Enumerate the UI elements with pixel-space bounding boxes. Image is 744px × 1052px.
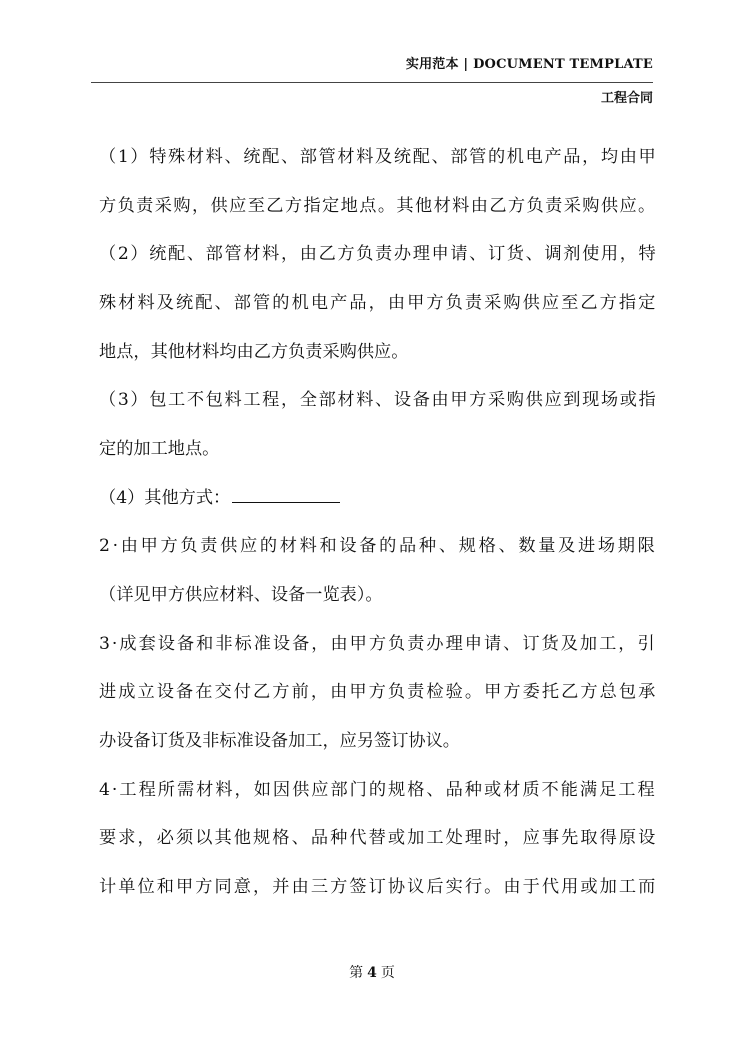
- body-line: （1）特殊材料、统配、部管材料及统配、部管的机电产品，均由甲: [99, 147, 658, 167]
- body-line: （2）统配、部管材料，由乙方负责办理申请、订货、调剂使用，特: [99, 244, 658, 264]
- page-suffix: 页: [380, 965, 395, 981]
- body-line: 要求，必须以其他规格、品种代替或加工处理时，应事先取得原设: [99, 828, 658, 848]
- body-line: 3·成套设备和非标准设备，由甲方负责办理申请、订货及加工，引: [99, 634, 657, 654]
- body-line: 方负责采购，供应至乙方指定地点。其他材料由乙方负责采购供应。: [99, 196, 657, 216]
- page-number: [0, 962, 744, 982]
- body-line: 定的加工地点。: [99, 439, 220, 459]
- body-line: 计单位和甲方同意，并由三方签订协议后实行。由于代用或加工而: [99, 877, 658, 897]
- header-divider: [91, 82, 653, 83]
- body-line: 办设备订货及非标准设备加工，应另签订协议。: [99, 731, 460, 751]
- body-line: 4·工程所需材料，如因供应部门的规格、品种或材质不能满足工程: [99, 780, 657, 800]
- header-title: 实用范本 | DOCUMENT TEMPLATE: [405, 57, 653, 72]
- body-line: 殊材料及统配、部管的机电产品，由甲方负责采购供应至乙方指定: [99, 293, 658, 313]
- body-line: （详见甲方供应材料、设备一览表）。: [99, 585, 383, 605]
- fill-in-blank[interactable]: [232, 488, 340, 503]
- page-number-value: 4: [367, 965, 377, 981]
- body-line: 进成立设备在交付乙方前，由甲方负责检验。甲方委托乙方总包承: [99, 682, 658, 702]
- page-prefix: 第: [349, 965, 364, 981]
- body-line: （3）包工不包料工程，全部材料、设备由甲方采购供应到现场或指: [99, 390, 658, 410]
- body-line: 地点，其他材料均由乙方负责采购供应。: [99, 342, 409, 362]
- header-subtitle: 工程合同: [600, 91, 653, 106]
- other-methods-label: （4）其他方式：: [99, 488, 231, 508]
- body-line: 2·由甲方负责供应的材料和设备的品种、规格、数量及进场期限: [99, 536, 658, 556]
- body-line-other-methods: [99, 487, 340, 509]
